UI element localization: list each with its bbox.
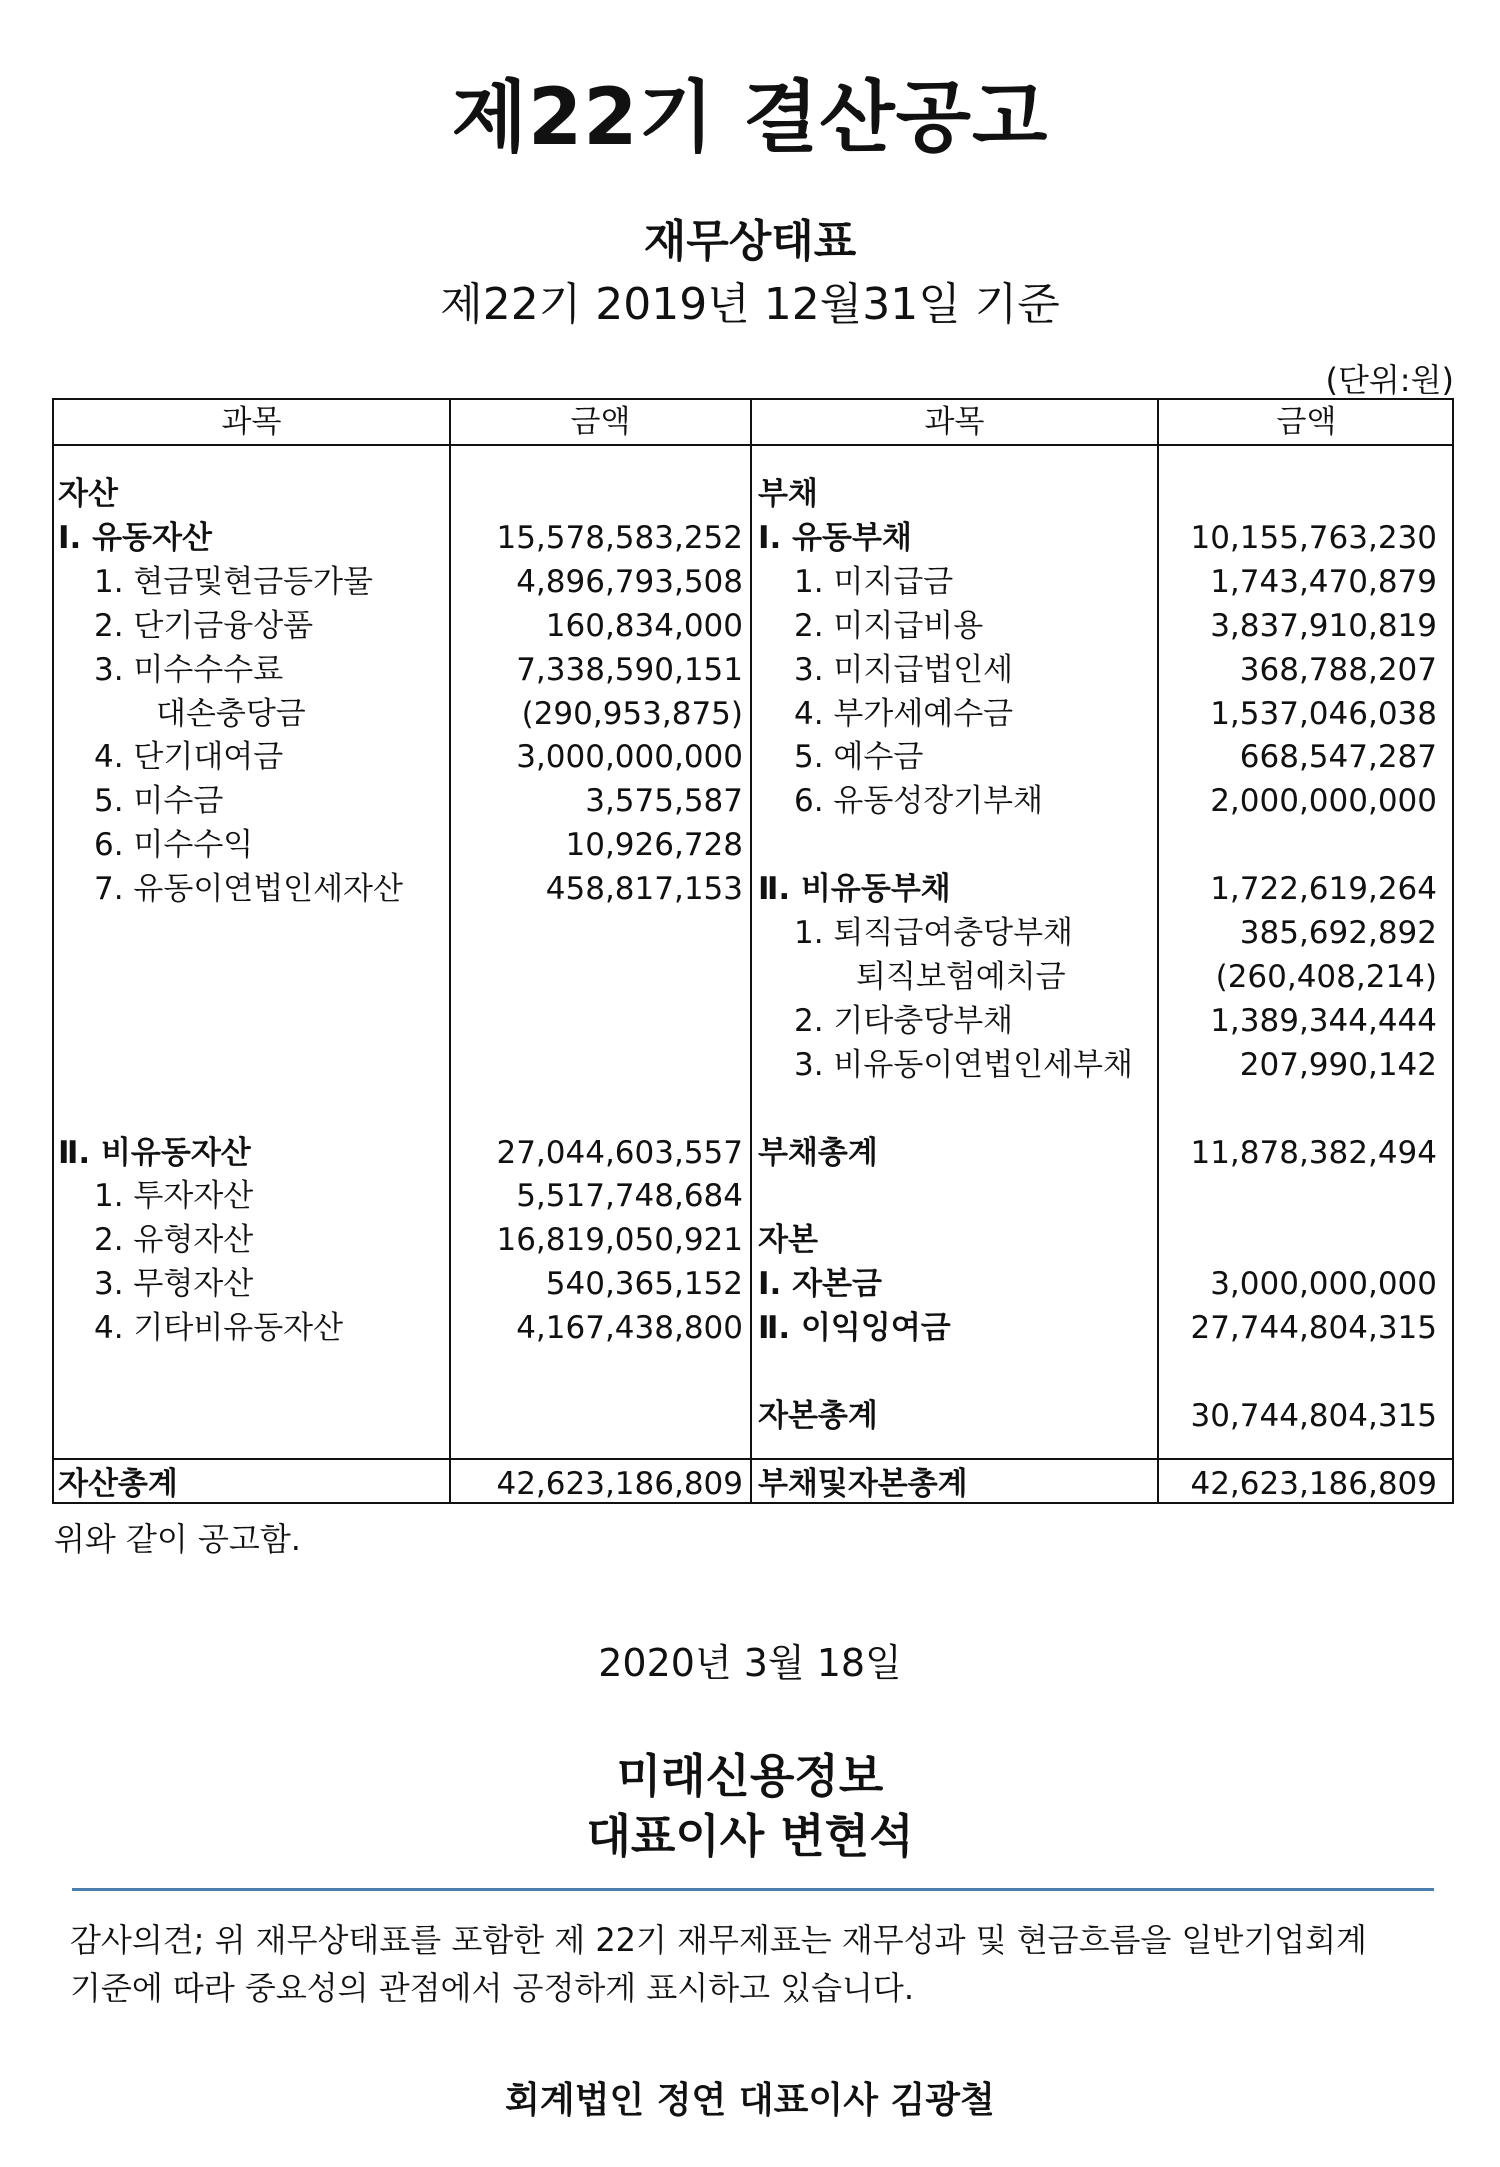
total-liabilities-equity-amount: 42,623,186,809 [1190, 1466, 1437, 1502]
left-row-amount [451, 1087, 743, 1131]
right-row-label: 1. 퇴직급여충당부채 [794, 915, 1073, 951]
announcement-date: 2020년 3월 18일 [598, 1641, 902, 1685]
unit-label: (단위:원) [1325, 361, 1454, 399]
notice-text: 위와 같이 공고함. [54, 1520, 301, 1558]
right-row-label: 4. 부가세예수금 [794, 695, 1014, 732]
left-row-amount: 4,167,438,800 [516, 1310, 743, 1347]
left-row-label: Ⅰ. 유동자산 [58, 519, 212, 556]
column-divider [750, 400, 752, 1502]
right-row-amount: 3,000,000,000 [1210, 1266, 1437, 1303]
audit-opinion-line1: 감사의견; 위 재무상태표를 포함한 제 22기 재무제표는 재무성과 및 현금흐름을 일반기업회계 [70, 1921, 1367, 1959]
total-assets-label: 자산총계 [58, 1466, 178, 1502]
section-divider [72, 1888, 1434, 1891]
right-row-label: 1. 미지급금 [794, 563, 954, 600]
right-row-label: 2. 미지급비용 [794, 607, 984, 644]
right-row-label: Ⅰ. 자본금 [758, 1266, 882, 1303]
right-row-amount: 2,000,000,000 [1210, 783, 1437, 820]
right-row-amount: 3,837,910,819 [1210, 607, 1437, 644]
right-row-amount: 668,547,287 [1239, 739, 1437, 776]
left-row-label: Ⅱ. 비유동자산 [58, 1134, 251, 1171]
right-row-amount: 1,743,470,879 [1210, 563, 1437, 600]
right-row-label: 3. 미지급법인세 [794, 651, 1014, 688]
right-row-amount: 1,722,619,264 [1210, 871, 1437, 908]
left-row-amount: 4,896,793,508 [516, 563, 743, 600]
header-item-right: 과목 [924, 404, 985, 440]
auditor-signature: 회계법인 정연 대표이사 김광철 [505, 2080, 995, 2121]
right-row-amount: 385,692,892 [1239, 915, 1437, 951]
left-row-amount: 10,926,728 [565, 827, 743, 864]
right-row-label: 부채 [758, 476, 818, 512]
right-row-amount: 1,537,046,038 [1210, 695, 1437, 732]
right-row-amount [1159, 1087, 1437, 1131]
left-row-label: 3. 무형자산 [94, 1266, 254, 1303]
right-row-label: 부채총계 [758, 1134, 878, 1171]
left-row-label: 대손충당금 [156, 695, 306, 732]
left-row-label: 4. 기타비유동자산 [94, 1310, 344, 1347]
right-row-amount: (260,408,214) [1215, 958, 1437, 995]
left-row-amount: (290,953,875) [521, 695, 743, 732]
right-row-label: 6. 유동성장기부채 [794, 783, 1044, 820]
right-row-label: Ⅱ. 비유동부채 [758, 871, 951, 908]
right-row-label: Ⅱ. 이익잉여금 [758, 1310, 951, 1347]
left-row-label: 1. 투자자산 [94, 1178, 254, 1215]
left-row-amount: 3,000,000,000 [516, 739, 743, 776]
total-liabilities-equity-label: 부채및자본총계 [758, 1466, 968, 1502]
left-row-amount: 7,338,590,151 [516, 651, 743, 688]
left-row-label: 5. 미수금 [94, 783, 224, 820]
right-row-amount: 368,788,207 [1239, 651, 1437, 688]
header-divider [54, 444, 1452, 446]
left-row-label: 2. 유형자산 [94, 1222, 254, 1259]
right-row-amount: 30,744,804,315 [1190, 1397, 1437, 1434]
left-row-amount: 16,819,050,921 [496, 1222, 743, 1259]
right-row-amount: 27,744,804,315 [1190, 1310, 1437, 1347]
right-row-amount [1159, 823, 1437, 867]
right-row-amount [1159, 1218, 1437, 1262]
statement-basis-date: 제22기 2019년 12월31일 기준 [440, 279, 1060, 330]
right-row-label: 3. 비유동이연법인세부채 [794, 1046, 1133, 1083]
right-row-amount [1159, 1350, 1437, 1394]
total-assets-amount: 42,623,186,809 [496, 1466, 743, 1502]
left-row-label: 2. 단기금융상품 [94, 607, 314, 644]
right-row-amount: 10,155,763,230 [1190, 519, 1437, 556]
totals-divider [54, 1458, 1452, 1460]
statement-title: 재무상태표 [643, 216, 857, 267]
left-row-amount: 540,365,152 [545, 1266, 743, 1303]
left-row-label: 7. 유동이연법인세자산 [94, 871, 403, 908]
balance-sheet-table [52, 398, 1454, 1504]
right-row-label: 자본 [758, 1222, 818, 1259]
left-row-amount [451, 1043, 743, 1087]
ceo-name: 대표이사 변현석 [586, 1809, 914, 1863]
company-name: 미래신용정보 [616, 1749, 884, 1803]
left-row-label: 1. 현금및현금등가물 [94, 563, 373, 600]
left-row-label: 6. 미수수익 [94, 827, 254, 864]
page-title: 제22기 결산공고 [451, 73, 1049, 163]
left-row-label: 4. 단기대여금 [94, 739, 284, 776]
right-row-amount: 207,990,142 [1239, 1046, 1437, 1083]
left-row-amount: 15,578,583,252 [496, 519, 743, 556]
right-row-label: 자본총계 [758, 1397, 878, 1434]
left-row-amount: 458,817,153 [545, 871, 743, 908]
right-row-label: 5. 예수금 [794, 739, 924, 776]
left-row-amount: 5,517,748,684 [516, 1178, 743, 1215]
left-row-label: 자산 [58, 476, 118, 512]
left-row-amount [451, 999, 743, 1043]
left-row-label: 3. 미수수수료 [94, 651, 284, 688]
left-row-amount [451, 955, 743, 999]
right-row-amount: 11,878,382,494 [1190, 1134, 1437, 1171]
left-row-amount: 160,834,000 [545, 607, 743, 644]
right-row-label: Ⅰ. 유동부채 [758, 519, 912, 556]
audit-opinion-line2: 기준에 따라 중요성의 관점에서 공정하게 표시하고 있습니다. [70, 1969, 915, 2007]
header-amount-right: 금액 [1276, 404, 1337, 440]
header-amount-left: 금액 [570, 404, 631, 440]
right-row-amount [1159, 1174, 1437, 1218]
right-row-amount [1159, 472, 1437, 516]
right-row-label: 퇴직보험예치금 [856, 958, 1066, 995]
right-row-label: 2. 기타충당부채 [794, 1002, 1014, 1039]
left-row-amount: 27,044,603,557 [496, 1134, 743, 1171]
right-row-amount: 1,389,344,444 [1210, 1002, 1437, 1039]
left-row-amount [451, 911, 743, 955]
left-row-amount [451, 472, 743, 516]
left-row-amount: 3,575,587 [585, 783, 743, 820]
header-item-left: 과목 [221, 404, 282, 440]
